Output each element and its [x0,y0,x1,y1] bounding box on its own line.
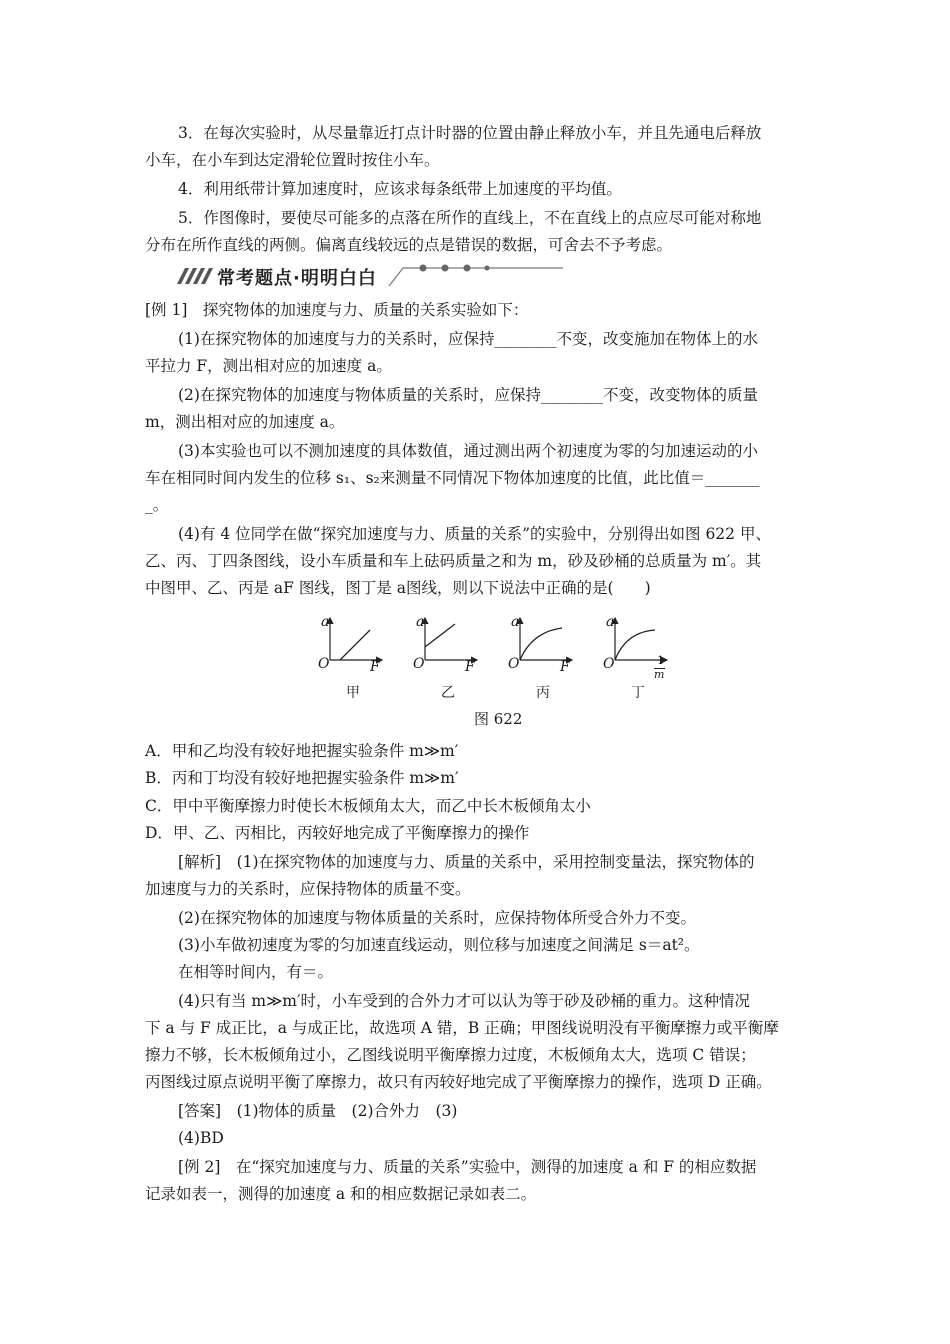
decorative-dots-line [387,262,567,290]
option-c: C．甲中平衡摩擦力时使长木板倾角太大，而乙中长木板倾角太小 [145,797,591,815]
option-d: D．甲、乙、丙相比，丙较好地完成了平衡摩擦力的操作 [145,824,530,842]
graph-bing-caption: 丙 [536,685,550,701]
analysis-line-6: (4)只有当 m≫m′时，小车受到的合外力才可以认为等于砂及砂桶的重力。这种情况 [178,992,751,1010]
graph-jia [330,618,382,660]
option-a: A．甲和乙均没有较好地把握实验条件 m≫m′ [145,742,459,760]
graph-jia-origin: O [318,656,330,672]
example-2-line-2: 记录如表一，测得的加速度 a 和的相应数据记录如表二。 [145,1185,537,1203]
paragraph-3-line-1: 3．在每次实验时，从尽量靠近打点计时器的位置由静止释放小车，并且先通电后释放 [178,124,762,142]
example-1-q3-line-2: 车在相同时间内发生的位移 s₁、s₂来测量不同情况下物体加速度的比值，此比值＝_______ [145,469,760,487]
section-heading-title: 常考题点·明明白白 [217,268,377,289]
graph-bing [520,618,572,660]
graph-ding-origin: O [603,656,615,672]
graph-ding-x-denominator: m [654,668,665,681]
example-1-q2-line-1: (2)在探究物体的加速度与物体质量的关系时，应保持________不变，改变物体的质量 [178,386,758,404]
answer-line-2: (4)BD [178,1129,224,1147]
paragraph-3-line-2: 小车，在小车到达定滑轮位置时按住小车。 [145,151,440,169]
example-2-line-1: [例 2] 在“探究加速度与力、质量的关系”实验中，测得的加速度 a 和 F 的相应数据 [178,1158,757,1176]
section-heading [175,262,565,290]
graph-jia-y-label: a [321,614,330,630]
analysis-line-8: 擦力不够，长木板倾角过小，乙图线说明平衡摩擦力过度，木板倾角太大，选项 C 错误； [145,1046,756,1064]
example-1-title: [例 1] 探究物体的加速度与力、质量的关系实验如下： [145,301,529,319]
paragraph-5-line-2: 分布在所作直线的两侧。偏离直线较远的点是错误的数据，可舍去不予考虑。 [145,236,673,254]
graph-yi-origin: O [413,656,425,672]
graph-bing-x-label: F [560,659,570,675]
stripes-icon [175,266,215,286]
graph-yi-x-label: F [465,659,475,675]
analysis-line-5: 在相等时间内，有＝。 [178,963,334,981]
paragraph-5-line-1: 5．作图像时，要使尽可能多的点落在所作的直线上，不在直线上的点应尽可能对称地 [178,209,762,227]
answer-line-1: [答案] (1)物体的质量 (2)合外力 (3) [178,1102,458,1120]
paragraph-4: 4．利用纸带计算加速度时，应该求每条纸带上加速度的平均值。 [178,180,622,198]
analysis-line-9: 丙图线过原点说明平衡了摩擦力，故只有丙较好地完成了平衡摩擦力的操作，选项 D 正确。 [145,1073,772,1091]
example-1-q4-line-1: (4)有 4 位同学在做“探究加速度与力、质量的关系”的实验中，分别得出如图 622 甲、 [178,525,771,543]
graph-ding-caption: 丁 [631,685,645,701]
example-1-q3-line-3: _。 [145,496,169,514]
analysis-line-1: [解析] (1)在探究物体的加速度与力、质量的关系中，采用控制变量法，探究物体的 [178,853,755,871]
graph-yi [425,618,477,660]
example-1-q2-line-2: m，测出相对应的加速度 a。 [145,413,345,431]
graph-yi-y-label: a [416,614,425,630]
graph-bing-origin: O [508,656,520,672]
graph-ding-x-numerator: 1 [657,654,664,667]
figure-622 [310,612,690,702]
graph-jia-x-label: F [370,659,380,675]
example-1-q1-line-1: (1)在探究物体的加速度与力的关系时，应保持________不变，改变施加在物体上的水 [178,330,758,348]
analysis-line-2: 加速度与力的关系时，应保持物体的质量不变。 [145,880,471,898]
example-1-q4-line-3: 中图甲、乙、丙是 aF 图线，图丁是 a图线，则以下说法中正确的是( ) [145,579,651,597]
analysis-line-3: (2)在探究物体的加速度与物体质量的关系时，应保持物体所受合外力不变。 [178,909,696,927]
example-1-q1-line-2: 平拉力 F，测出相对应的加速度 a。 [145,357,392,375]
graph-bing-y-label: a [511,614,520,630]
example-1-q3-line-1: (3)本实验也可以不测加速度的具体数值，通过测出两个初速度为零的匀加速运动的小 [178,442,758,460]
graph-jia-caption: 甲 [346,685,360,701]
analysis-line-7: 下 a 与 F 成正比，a 与成正比，故选项 A 错，B 正确；甲图线说明没有平衡摩擦力或平衡摩 [145,1019,779,1037]
graph-ding-y-label: a [606,614,615,630]
analysis-line-4: (3)小车做初速度为零的匀加速直线运动，则位移与加速度之间满足 s＝at²。 [178,936,700,954]
example-1-q4-line-2: 乙、丙、丁四条图线，设小车质量和车上砝码质量之和为 m，砂及砂桶的总质量为 m′。其 [145,552,762,570]
option-b: B．丙和丁均没有较好地把握实验条件 m≫m′ [145,769,459,787]
figure-caption: 图 622 [474,710,523,728]
graph-yi-caption: 乙 [441,685,455,701]
